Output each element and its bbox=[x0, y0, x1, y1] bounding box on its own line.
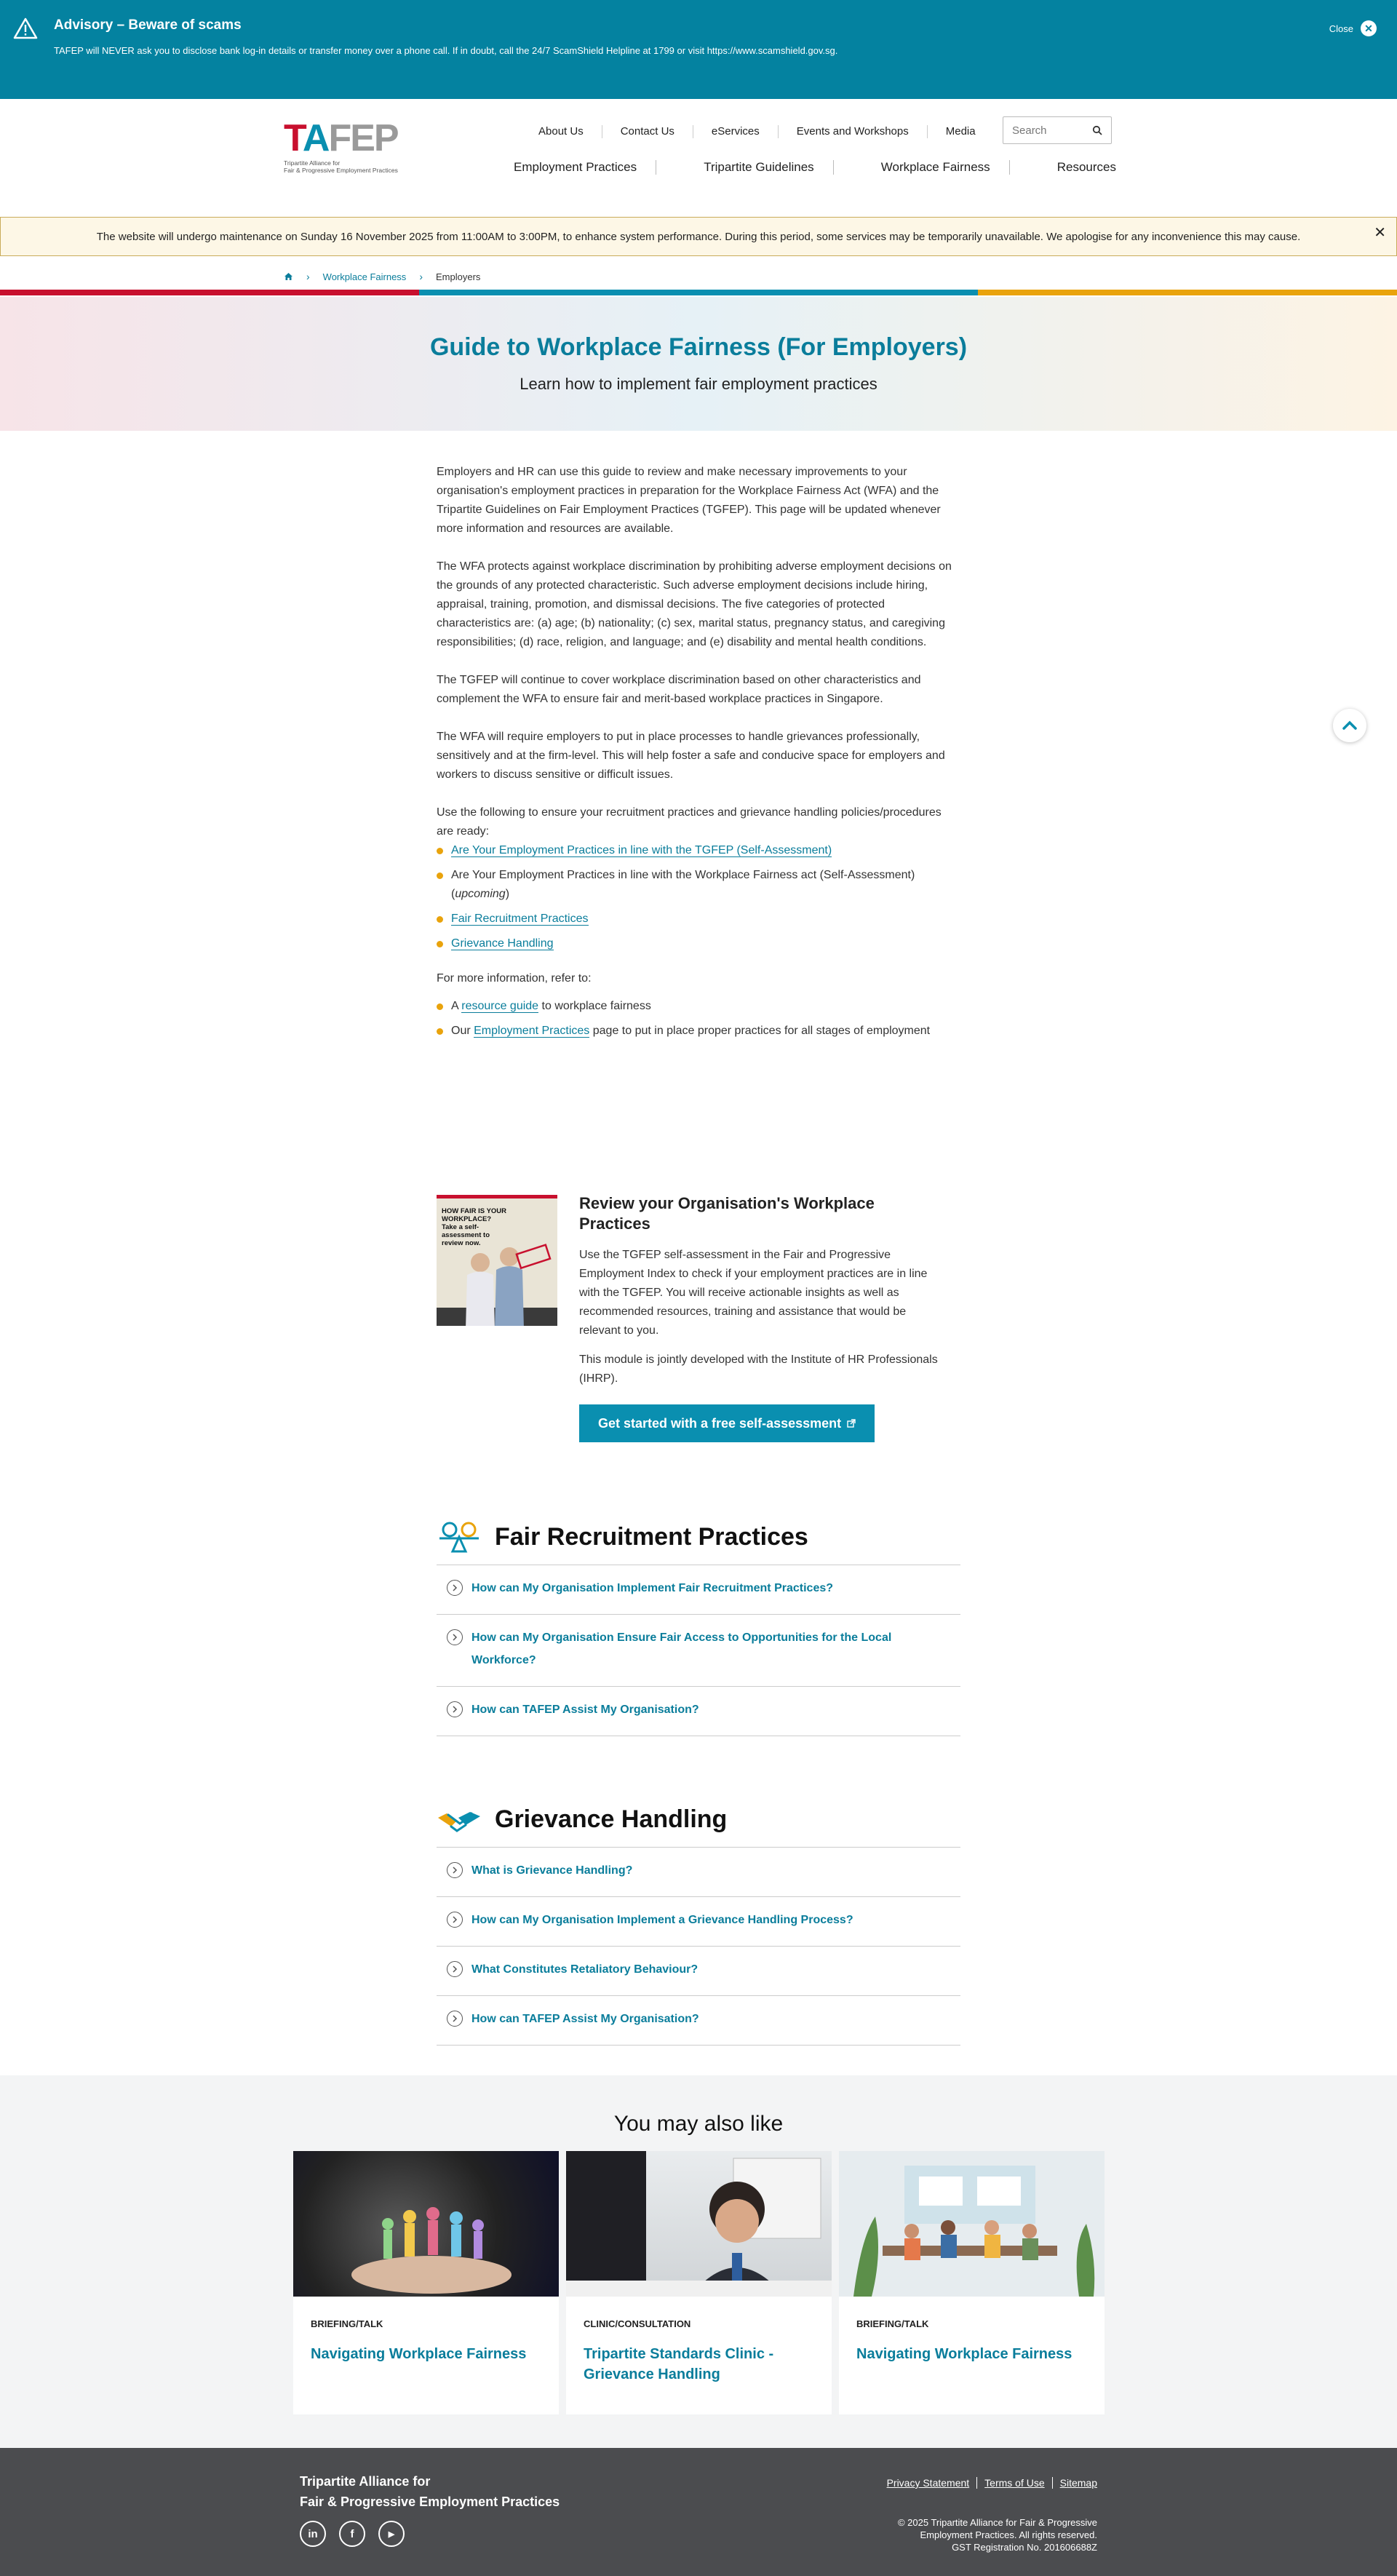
chevron-right-icon: › bbox=[419, 271, 423, 282]
chevron-right-icon bbox=[447, 1912, 463, 1928]
card-tag: BRIEFING/TALK bbox=[856, 2318, 929, 2329]
breadcrumb-workplace-fairness[interactable]: Workplace Fairness bbox=[322, 271, 407, 282]
accordion-question: How can TAFEP Assist My Organisation? bbox=[471, 1704, 699, 1716]
site-footer bbox=[0, 2448, 1397, 2576]
nav-resources[interactable]: Resources bbox=[1056, 160, 1116, 174]
site-header bbox=[0, 99, 1397, 196]
accordion-item[interactable] bbox=[437, 1687, 960, 1736]
search-placeholder: Search bbox=[1012, 124, 1047, 137]
search-icon[interactable] bbox=[1092, 125, 1102, 135]
related-content-section bbox=[0, 2075, 1397, 2448]
close-icon: ✕ bbox=[1361, 20, 1377, 36]
privacy-statement-link[interactable]: Privacy Statement bbox=[880, 2477, 978, 2489]
page-title: Guide to Workplace Fairness (For Employers) bbox=[429, 333, 968, 361]
nav-media[interactable]: Media bbox=[945, 125, 976, 138]
terms-of-use-link[interactable]: Terms of Use bbox=[977, 2477, 1052, 2489]
page-subtitle: Learn how to implement fair employment practices bbox=[520, 375, 877, 393]
maintenance-text: The website will undergo maintenance on Sunday 16 November 2025 from 11:00AM to 3:00PM, to enhance system performance. During this period, some services may be temporarily unavailable. We apologise for any inconvenience this may cause. bbox=[96, 230, 1301, 243]
chevron-right-icon bbox=[447, 2011, 463, 2027]
promo-title: Review your Organisation's Workplace Practices bbox=[579, 1194, 875, 1233]
grievance-handling-link[interactable]: Grievance Handling bbox=[451, 937, 554, 950]
utility-nav bbox=[524, 125, 990, 138]
accordion-item[interactable] bbox=[437, 1897, 960, 1947]
facebook-icon[interactable]: f bbox=[339, 2521, 365, 2547]
promo-paragraph: Use the TGFEP self-assessment in the Fair and Progressive Employment Index to check if your employment practices are in line with the TGFEP. You will receive actionable insights as well as recommended resources, training and assistance that would be relevant to you. bbox=[579, 1249, 928, 1337]
accordion-item[interactable] bbox=[437, 1848, 960, 1897]
more-info-list bbox=[437, 997, 960, 1041]
accordion-question: What is Grievance Handling? bbox=[471, 1864, 633, 1877]
card-image bbox=[839, 2151, 1105, 2297]
fair-recruitment-accordion bbox=[437, 1565, 960, 1736]
fair-recruitment-section bbox=[437, 1515, 960, 1736]
card-title: Navigating Workplace Fairness bbox=[311, 2346, 527, 2362]
accordion-item[interactable] bbox=[437, 1996, 960, 2046]
tgfep-self-assessment-link[interactable]: Are Your Employment Practices in line with the TGFEP (Self-Assessment) bbox=[451, 844, 832, 856]
card-image bbox=[293, 2151, 559, 2297]
card-tag: BRIEFING/TALK bbox=[311, 2318, 383, 2329]
card-tag: CLINIC/CONSULTATION bbox=[584, 2318, 691, 2329]
accordion-question: How can My Organisation Ensure Fair Access to Opportunities for the Local Workforce? bbox=[471, 1631, 892, 1666]
related-card[interactable] bbox=[293, 2151, 559, 2414]
handshake-icon bbox=[437, 1802, 482, 1837]
fair-recruitment-title: Fair Recruitment Practices bbox=[495, 1522, 808, 1551]
related-card[interactable] bbox=[839, 2151, 1105, 2414]
sitemap-link[interactable]: Sitemap bbox=[1059, 2477, 1097, 2489]
breadcrumb-current: Employers bbox=[435, 271, 481, 282]
grievance-paragraph: The WFA will require employers to put in place processes to handle grievances professionally, sensitively and at the firm-level. This will help foster a safe and conducive space for employers and workers to discuss sensitive or difficult issues. bbox=[437, 731, 945, 781]
maintenance-notice bbox=[0, 217, 1397, 256]
advisory-close-label: Close bbox=[1329, 23, 1353, 34]
accordion-item[interactable] bbox=[437, 1565, 960, 1615]
main-content bbox=[437, 463, 960, 1057]
promo-body bbox=[579, 1246, 943, 1399]
list-item: A resource guide to workplace fairness bbox=[437, 997, 960, 1016]
card-title: Navigating Workplace Fairness bbox=[856, 2346, 1072, 2362]
accordion-question: How can My Organisation Implement Fair Recruitment Practices? bbox=[471, 1582, 834, 1594]
tgfep-paragraph: The TGFEP will continue to cover workplace discrimination based on other characteristics and complement the WFA to ensure fair and merit-based workplace practices in Singapore. bbox=[437, 674, 921, 705]
section-header bbox=[437, 1797, 960, 1841]
accordion-question: How can My Organisation Implement a Grievance Handling Process? bbox=[471, 1914, 853, 1926]
card-image bbox=[566, 2151, 832, 2297]
nav-about-us[interactable]: About Us bbox=[524, 125, 602, 138]
chevron-up-icon bbox=[1342, 720, 1358, 731]
employment-practices-link[interactable]: Employment Practices bbox=[474, 1025, 590, 1037]
advisory-text: TAFEP will NEVER ask you to disclose bank log-in details or transfer money over a phone call. If in doubt, call the 24/7 ScamShield Helpline at 1799 or visit https://www.scamshield.gov.sg. bbox=[54, 45, 838, 56]
main-nav bbox=[495, 160, 1135, 175]
self-assessment-button[interactable] bbox=[579, 1404, 875, 1442]
nav-contact-us[interactable]: Contact Us bbox=[602, 125, 693, 138]
list-item bbox=[437, 841, 960, 860]
nav-employment-practices[interactable]: Employment Practices bbox=[495, 160, 656, 175]
chevron-right-icon bbox=[447, 1629, 463, 1645]
fair-recruitment-link[interactable]: Fair Recruitment Practices bbox=[451, 913, 589, 925]
home-icon[interactable] bbox=[284, 272, 293, 281]
youtube-icon[interactable]: ▶ bbox=[378, 2521, 405, 2547]
chevron-right-icon bbox=[447, 1961, 463, 1977]
scales-icon bbox=[437, 1519, 482, 1554]
nav-tripartite-guidelines[interactable]: Tripartite Guidelines bbox=[685, 160, 834, 175]
resource-guide-link[interactable]: resource guide bbox=[461, 1000, 539, 1012]
list-item bbox=[437, 910, 960, 929]
self-assessment-promo bbox=[437, 1193, 960, 1455]
readiness-list bbox=[437, 841, 960, 953]
promo-thumbnail-text: HOW FAIR IS YOUR WORKPLACE? Take a self-assessment to review now. bbox=[442, 1207, 507, 1247]
accordion-item[interactable] bbox=[437, 1947, 960, 1996]
footer-links bbox=[880, 2477, 1097, 2489]
nav-eservices[interactable]: eServices bbox=[693, 125, 779, 138]
promo-paragraph: This module is jointly developed with the Institute of HR Professionals (IHRP). bbox=[579, 1353, 938, 1385]
chevron-right-icon bbox=[447, 1580, 463, 1596]
footer-copyright: © 2025 Tripartite Alliance for Fair & Progressive Employment Practices. All rights reserved. GST Registration No. 201606688Z bbox=[897, 2517, 1097, 2553]
footer-org-name: Tripartite Alliance for Fair & Progressive Employment Practices bbox=[300, 2474, 560, 2509]
related-cards bbox=[293, 2151, 1105, 2414]
chevron-right-icon: › bbox=[306, 271, 310, 282]
maintenance-close-icon[interactable]: ✕ bbox=[1374, 225, 1386, 241]
nav-events-workshops[interactable]: Events and Workshops bbox=[779, 125, 928, 138]
card-title: Tripartite Standards Clinic - Grievance Handling bbox=[584, 2346, 774, 2382]
search-input[interactable] bbox=[1003, 116, 1112, 144]
advisory-close-button[interactable] bbox=[1329, 20, 1377, 36]
breadcrumb bbox=[284, 271, 480, 282]
wfa-paragraph: The WFA protects against workplace discrimination by prohibiting adverse employment decisions on the grounds of any protected characteristic. Such adverse employment decisions include hiring, appraisal, training, promotion, and dismissal decisions. The five categories of protected characteristics are: (a) age; (b) nationality; (c) sex, marital status, pregnancy status, and caregiving responsibilities; (d) race, religion, and language; and (e) disability and mental health conditions. bbox=[437, 560, 952, 648]
chevron-right-icon bbox=[447, 1862, 463, 1878]
list-item: Are Your Employment Practices in line with the Workplace Fairness act (Self-Assessment) (upcoming) bbox=[437, 866, 960, 904]
intro-paragraph: Employers and HR can use this guide to review and make necessary improvements to your organisation's employment practices in preparation for the Workplace Fairness Act (WFA) and the Tripartite Guidelines on Fair Employment Practices (TGFEP). This page will be updated whenever more information and resources are available. bbox=[437, 466, 941, 535]
list-item bbox=[437, 934, 960, 953]
social-links bbox=[300, 2521, 405, 2547]
grievance-handling-section bbox=[437, 1797, 960, 2046]
logo-wordmark: TAFEP bbox=[284, 117, 398, 159]
promo-thumbnail bbox=[437, 1195, 557, 1326]
back-to-top-button[interactable] bbox=[1333, 709, 1366, 742]
linkedin-icon[interactable]: in bbox=[300, 2521, 326, 2547]
chevron-right-icon bbox=[447, 1701, 463, 1717]
advisory-title: Advisory – Beware of scams bbox=[54, 17, 242, 33]
grievance-handling-accordion bbox=[437, 1847, 960, 2046]
warning-icon bbox=[13, 17, 38, 39]
readiness-paragraph: Use the following to ensure your recruitment practices and grievance handling policies/procedures are ready: bbox=[437, 806, 942, 838]
more-info-paragraph: For more information, refer to: bbox=[437, 972, 592, 985]
accordion-question: What Constitutes Retaliatory Behaviour? bbox=[471, 1963, 698, 1976]
nav-workplace-fairness[interactable]: Workplace Fairness bbox=[862, 160, 1010, 175]
accordion-item[interactable] bbox=[437, 1615, 960, 1687]
grievance-handling-title: Grievance Handling bbox=[495, 1805, 728, 1833]
external-link-icon bbox=[847, 1419, 856, 1428]
section-header bbox=[437, 1515, 960, 1559]
tafep-logo[interactable] bbox=[284, 119, 407, 178]
accordion-question: How can TAFEP Assist My Organisation? bbox=[471, 2013, 699, 2025]
logo-subtitle: Tripartite Alliance for Fair & Progressive Employment Practices bbox=[284, 159, 398, 174]
list-item: Our Employment Practices page to put in place proper practices for all stages of employment bbox=[437, 1022, 960, 1041]
page-hero bbox=[0, 297, 1397, 431]
self-assessment-button-label: Get started with a free self-assessment bbox=[598, 1415, 842, 1431]
related-card[interactable] bbox=[566, 2151, 832, 2414]
advisory-banner bbox=[0, 0, 1397, 99]
related-title: You may also like bbox=[613, 2112, 784, 2136]
brand-color-bar bbox=[0, 290, 1397, 295]
